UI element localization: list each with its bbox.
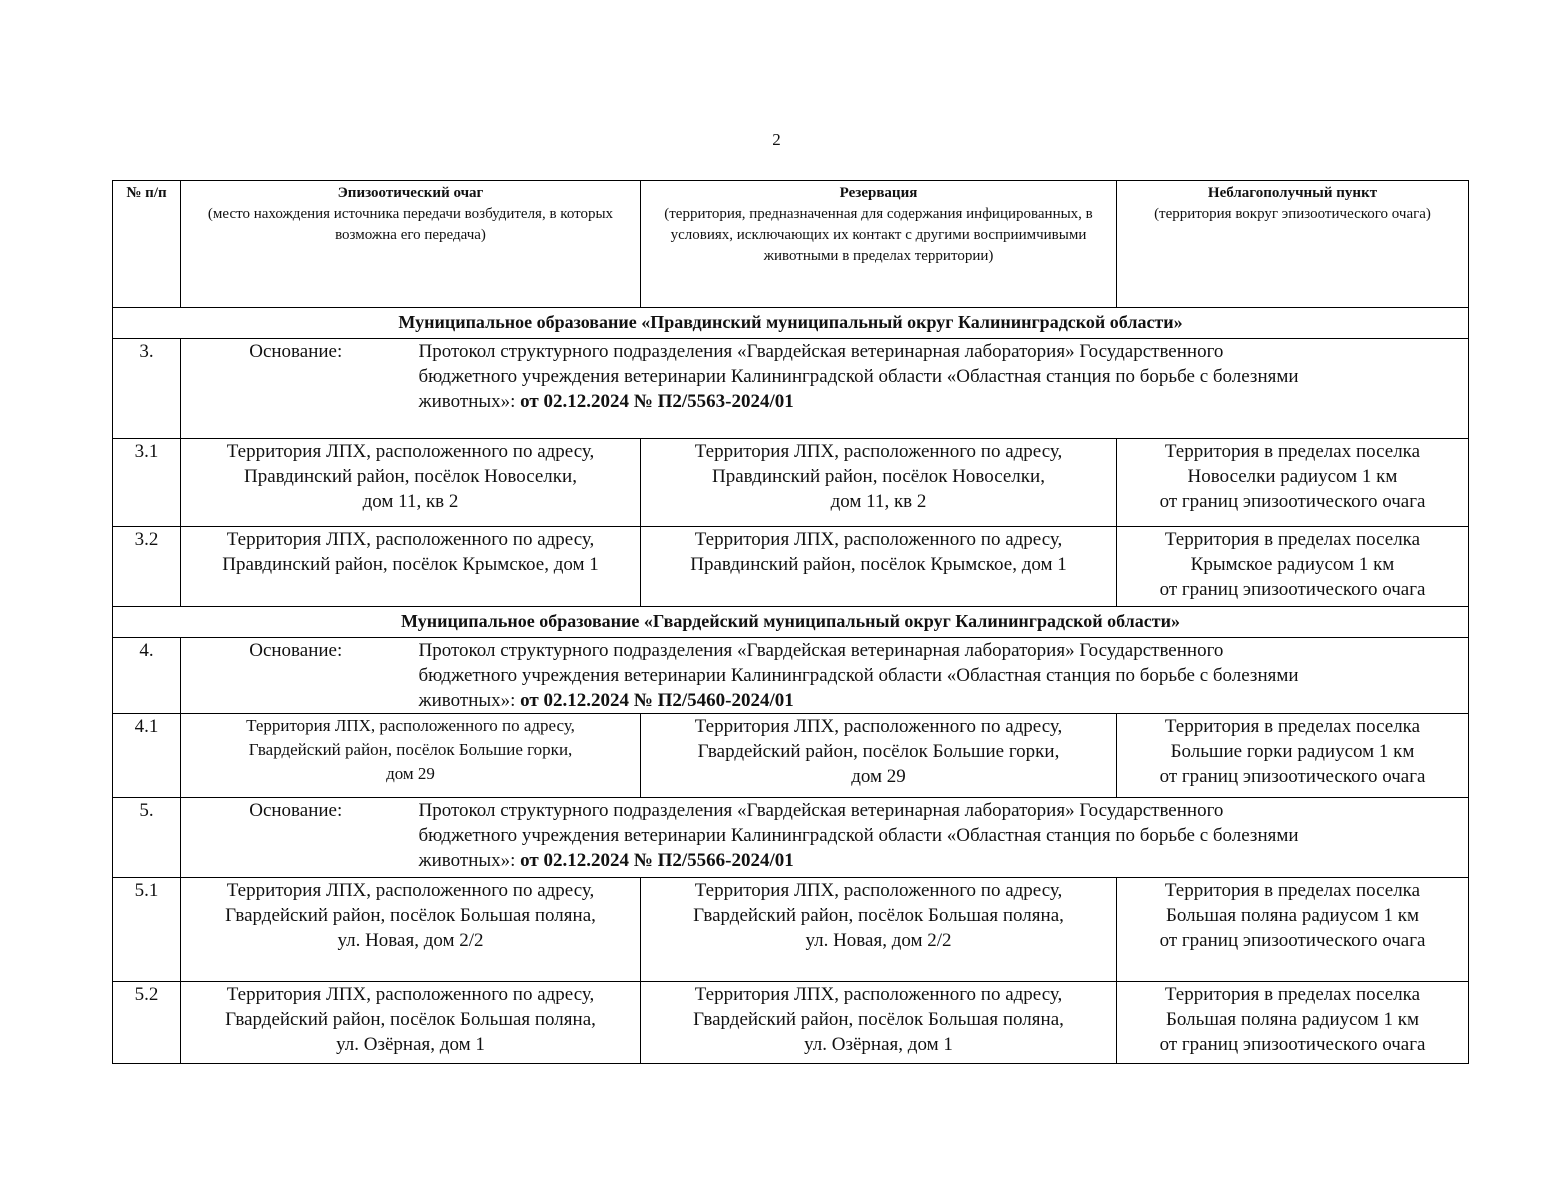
focus-cell: Территория ЛПХ, расположенного по адресу, Гвардейский район, посёлок Большая поляна, ул. Озёрная, дом 1 xyxy=(181,982,641,1064)
row-number: 3.1 xyxy=(113,439,181,527)
zones-table xyxy=(112,180,1469,1064)
basis-text: Протокол структурного подразделения «Гвардейская ветеринарная лаборатория» Государственного бюджетного учреждения ветеринарии Калининградской области «Областная станция по борьбе с болезнями животных»: от 02.12.2024 № П2/5563-2024/01 xyxy=(411,339,1469,439)
basis-row xyxy=(113,339,1469,439)
point-cell: Территория в пределах поселка Большие горки радиусом 1 км от границ эпизоотического очага xyxy=(1117,714,1469,798)
reservation-cell: Территория ЛПХ, расположенного по адресу, Гвардейский район, посёлок Большие горки, дом 29 xyxy=(641,714,1117,798)
focus-cell: Территория ЛПХ, расположенного по адресу, Гвардейский район, посёлок Большие горки, дом 29 xyxy=(181,714,641,798)
reservation-cell: Территория ЛПХ, расположенного по адресу, Гвардейский район, посёлок Большая поляна, ул. Новая, дом 2/2 xyxy=(641,878,1117,982)
section-title: Муниципальное образование «Гвардейский муниципальный округ Калининградской области» xyxy=(113,607,1469,638)
row-number: 5.1 xyxy=(113,878,181,982)
table-row xyxy=(113,439,1469,527)
reservation-cell: Территория ЛПХ, расположенного по адресу, Правдинский район, посёлок Новоселки, дом 11, кв 2 xyxy=(641,439,1117,527)
group-number: 4. xyxy=(113,638,181,714)
header-reservation: Резервация (территория, предназначенная для содержания инфицированных, в условиях, исключающих их контакт с другими восприимчивыми животными в пределах территории) xyxy=(641,181,1117,308)
focus-cell: Территория ЛПХ, расположенного по адресу, Правдинский район, посёлок Крымское, дом 1 xyxy=(181,527,641,607)
table-row xyxy=(113,982,1469,1064)
header-point: Неблагополучный пункт (территория вокруг эпизоотического очага) xyxy=(1117,181,1469,308)
basis-label: Основание: xyxy=(181,798,411,878)
basis-text: Протокол структурного подразделения «Гвардейская ветеринарная лаборатория» Государственного бюджетного учреждения ветеринарии Калининградской области «Областная станция по борьбе с болезнями животных»: от 02.12.2024 № П2/5566-2024/01 xyxy=(411,798,1469,878)
section-title: Муниципальное образование «Правдинский муниципальный округ Калининградской области» xyxy=(113,308,1469,339)
section-header-row xyxy=(113,308,1469,339)
page-number: 2 xyxy=(772,130,781,149)
basis-label: Основание: xyxy=(181,638,411,714)
point-cell: Территория в пределах поселка Большая поляна радиусом 1 км от границ эпизоотического очага xyxy=(1117,878,1469,982)
table-row xyxy=(113,714,1469,798)
point-cell: Территория в пределах поселка Крымское радиусом 1 км от границ эпизоотического очага xyxy=(1117,527,1469,607)
row-number: 5.2 xyxy=(113,982,181,1064)
table-header-row xyxy=(113,181,1469,308)
group-number: 5. xyxy=(113,798,181,878)
basis-label: Основание: xyxy=(181,339,411,439)
basis-text: Протокол структурного подразделения «Гвардейская ветеринарная лаборатория» Государственного бюджетного учреждения ветеринарии Калининградской области «Областная станция по борьбе с болезнями животных»: от 02.12.2024 № П2/5460-2024/01 xyxy=(411,638,1469,714)
focus-cell: Территория ЛПХ, расположенного по адресу, Правдинский район, посёлок Новоселки, дом 11, кв 2 xyxy=(181,439,641,527)
reservation-cell: Территория ЛПХ, расположенного по адресу, Гвардейский район, посёлок Большая поляна, ул. Озёрная, дом 1 xyxy=(641,982,1117,1064)
basis-row xyxy=(113,638,1469,714)
table-row xyxy=(113,527,1469,607)
table-row xyxy=(113,878,1469,982)
table-body xyxy=(113,308,1469,1064)
point-cell: Территория в пределах поселка Новоселки радиусом 1 км от границ эпизоотического очага xyxy=(1117,439,1469,527)
header-focus: Эпизоотический очаг (место нахождения источника передачи возбудителя, в которых возможна его передача) xyxy=(181,181,641,308)
reservation-cell: Территория ЛПХ, расположенного по адресу, Правдинский район, посёлок Крымское, дом 1 xyxy=(641,527,1117,607)
focus-cell: Территория ЛПХ, расположенного по адресу, Гвардейский район, посёлок Большая поляна, ул. Новая, дом 2/2 xyxy=(181,878,641,982)
header-num: № п/п xyxy=(113,181,181,308)
row-number: 3.2 xyxy=(113,527,181,607)
basis-row xyxy=(113,798,1469,878)
section-header-row xyxy=(113,607,1469,638)
row-number: 4.1 xyxy=(113,714,181,798)
group-number: 3. xyxy=(113,339,181,439)
point-cell: Территория в пределах поселка Большая поляна радиусом 1 км от границ эпизоотического очага xyxy=(1117,982,1469,1064)
